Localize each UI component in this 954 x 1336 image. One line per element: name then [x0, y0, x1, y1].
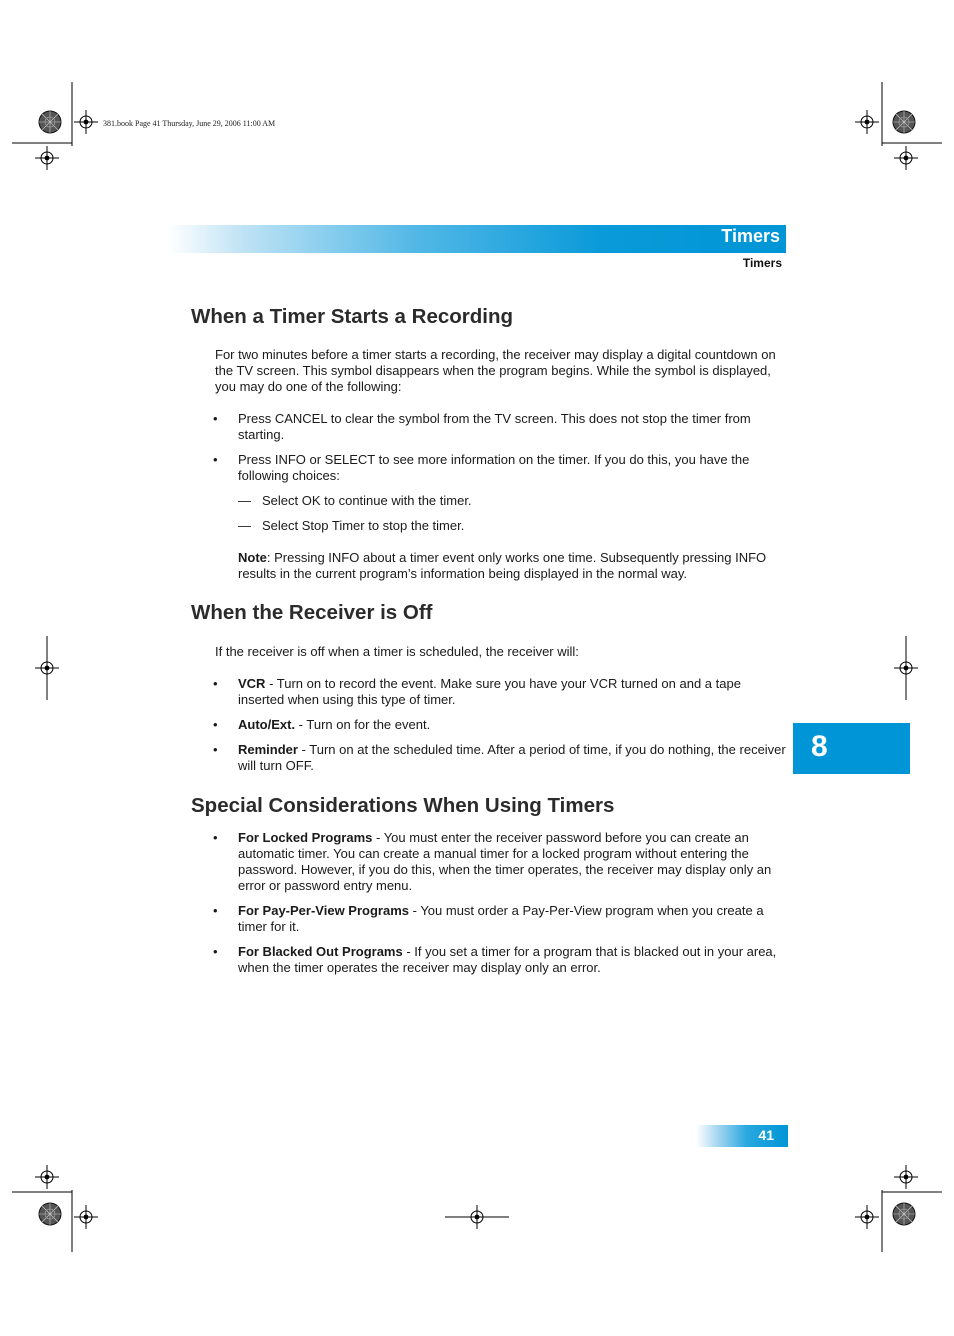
- list-item-text: - You must enter the receiver password before you can create an automatic timer. You can create a manual timer for a locked program without entering the password. However, if you do this, when the timer operates, the receiver may display only an error or password entry menu.: [238, 830, 772, 893]
- list-item-text: Press CANCEL to clear the symbol from the TV screen. This does not stop the timer from starting.: [238, 411, 751, 442]
- list-item: [213, 676, 787, 708]
- section-intro: For two minutes before a timer starts a recording, the receiver may display a digital countdown on the TV screen. This symbol disappears when the program begins. While the symbol is displayed, you may do one of the following:: [215, 347, 776, 394]
- page-number-band: [696, 1125, 788, 1147]
- bullet-icon: •: [213, 830, 218, 845]
- list-item-text: Press INFO or SELECT to see more information on the timer. If you do this, you have the following choices:: [238, 452, 750, 483]
- bullet-icon: •: [213, 676, 218, 691]
- bullet-icon: •: [213, 903, 218, 918]
- registration-mark-icon: [35, 146, 59, 170]
- registration-star-icon: [39, 111, 61, 133]
- sub-list-item: [238, 518, 778, 534]
- sub-list-item-text: Select OK to continue with the timer.: [262, 493, 472, 508]
- list-item: [213, 411, 787, 443]
- registration-mark-icon: [894, 1165, 918, 1189]
- sub-list-item-text: Select Stop Timer to stop the timer.: [262, 518, 465, 533]
- list-item: [213, 717, 787, 733]
- bullet-icon: •: [213, 452, 218, 467]
- bullet-icon: •: [213, 717, 218, 732]
- registration-star-icon: [893, 1203, 915, 1225]
- registration-mark-icon: [74, 1205, 98, 1229]
- list-item: [213, 903, 787, 935]
- header-band: [168, 225, 786, 253]
- list-item-term: For Blacked Out Programs: [238, 944, 403, 959]
- sub-list-item: [238, 493, 778, 509]
- list-item-text: - If you set a timer for a program that is blacked out in your area, when the timer operates the receiver may display only an error.: [238, 944, 777, 975]
- chapter-tab: [793, 723, 910, 774]
- list-item-text: - Turn on to record the event. Make sure you have your VCR turned on and a tape inserted when using this type of timer.: [238, 676, 741, 707]
- registration-mark-icon: [855, 1205, 879, 1229]
- section-intro: If the receiver is off when a timer is scheduled, the receiver will:: [215, 644, 579, 659]
- registration-star-icon: [39, 1203, 61, 1225]
- dash-icon: —: [238, 493, 251, 508]
- header-title: Timers: [721, 226, 780, 246]
- bullet-icon: •: [213, 944, 218, 959]
- list-item: [213, 742, 787, 774]
- registration-star-icon: [893, 111, 915, 133]
- print-info: 381.book Page 41 Thursday, June 29, 2006 11:00 AM: [103, 119, 276, 128]
- list-item-term: Auto/Ext.: [238, 717, 296, 732]
- list-item-term: For Locked Programs: [238, 830, 373, 845]
- list-item: [213, 830, 787, 894]
- registration-mark-icon: [74, 110, 98, 134]
- section-heading: Special Considerations When Using Timers: [191, 794, 615, 817]
- list-item: [213, 944, 787, 976]
- list-item-text: - Turn on for the event.: [295, 717, 431, 732]
- section-heading: When the Receiver is Off: [191, 601, 433, 624]
- bullet-icon: •: [213, 411, 218, 426]
- list-item-term: Reminder: [238, 742, 298, 757]
- list-item-text: - Turn on at the scheduled time. After a period of time, if you do nothing, the receiver will turn OFF.: [238, 742, 786, 773]
- bullet-icon: •: [213, 742, 218, 757]
- registration-mark-icon: [855, 110, 879, 134]
- header-subtitle: Timers: [742, 256, 782, 270]
- note: [238, 550, 786, 582]
- list-item-term: For Pay-Per-View Programs: [238, 903, 409, 918]
- registration-mark-icon: [894, 146, 918, 170]
- page-number: 41: [758, 1127, 774, 1143]
- note-text: : Pressing INFO about a timer event only works one time. Subsequently pressing INFO results in the current program’s information being displayed in the normal way.: [238, 550, 767, 581]
- section-heading: When a Timer Starts a Recording: [191, 305, 514, 328]
- chapter-number: 8: [811, 730, 828, 763]
- list-item: [213, 452, 787, 484]
- registration-mark-icon: [35, 1165, 59, 1189]
- list-item-term: VCR: [238, 676, 266, 691]
- note-label: Note: [238, 550, 267, 565]
- dash-icon: —: [238, 518, 251, 533]
- list-item-text: - You must order a Pay-Per-View program when you create a timer for it.: [238, 903, 764, 934]
